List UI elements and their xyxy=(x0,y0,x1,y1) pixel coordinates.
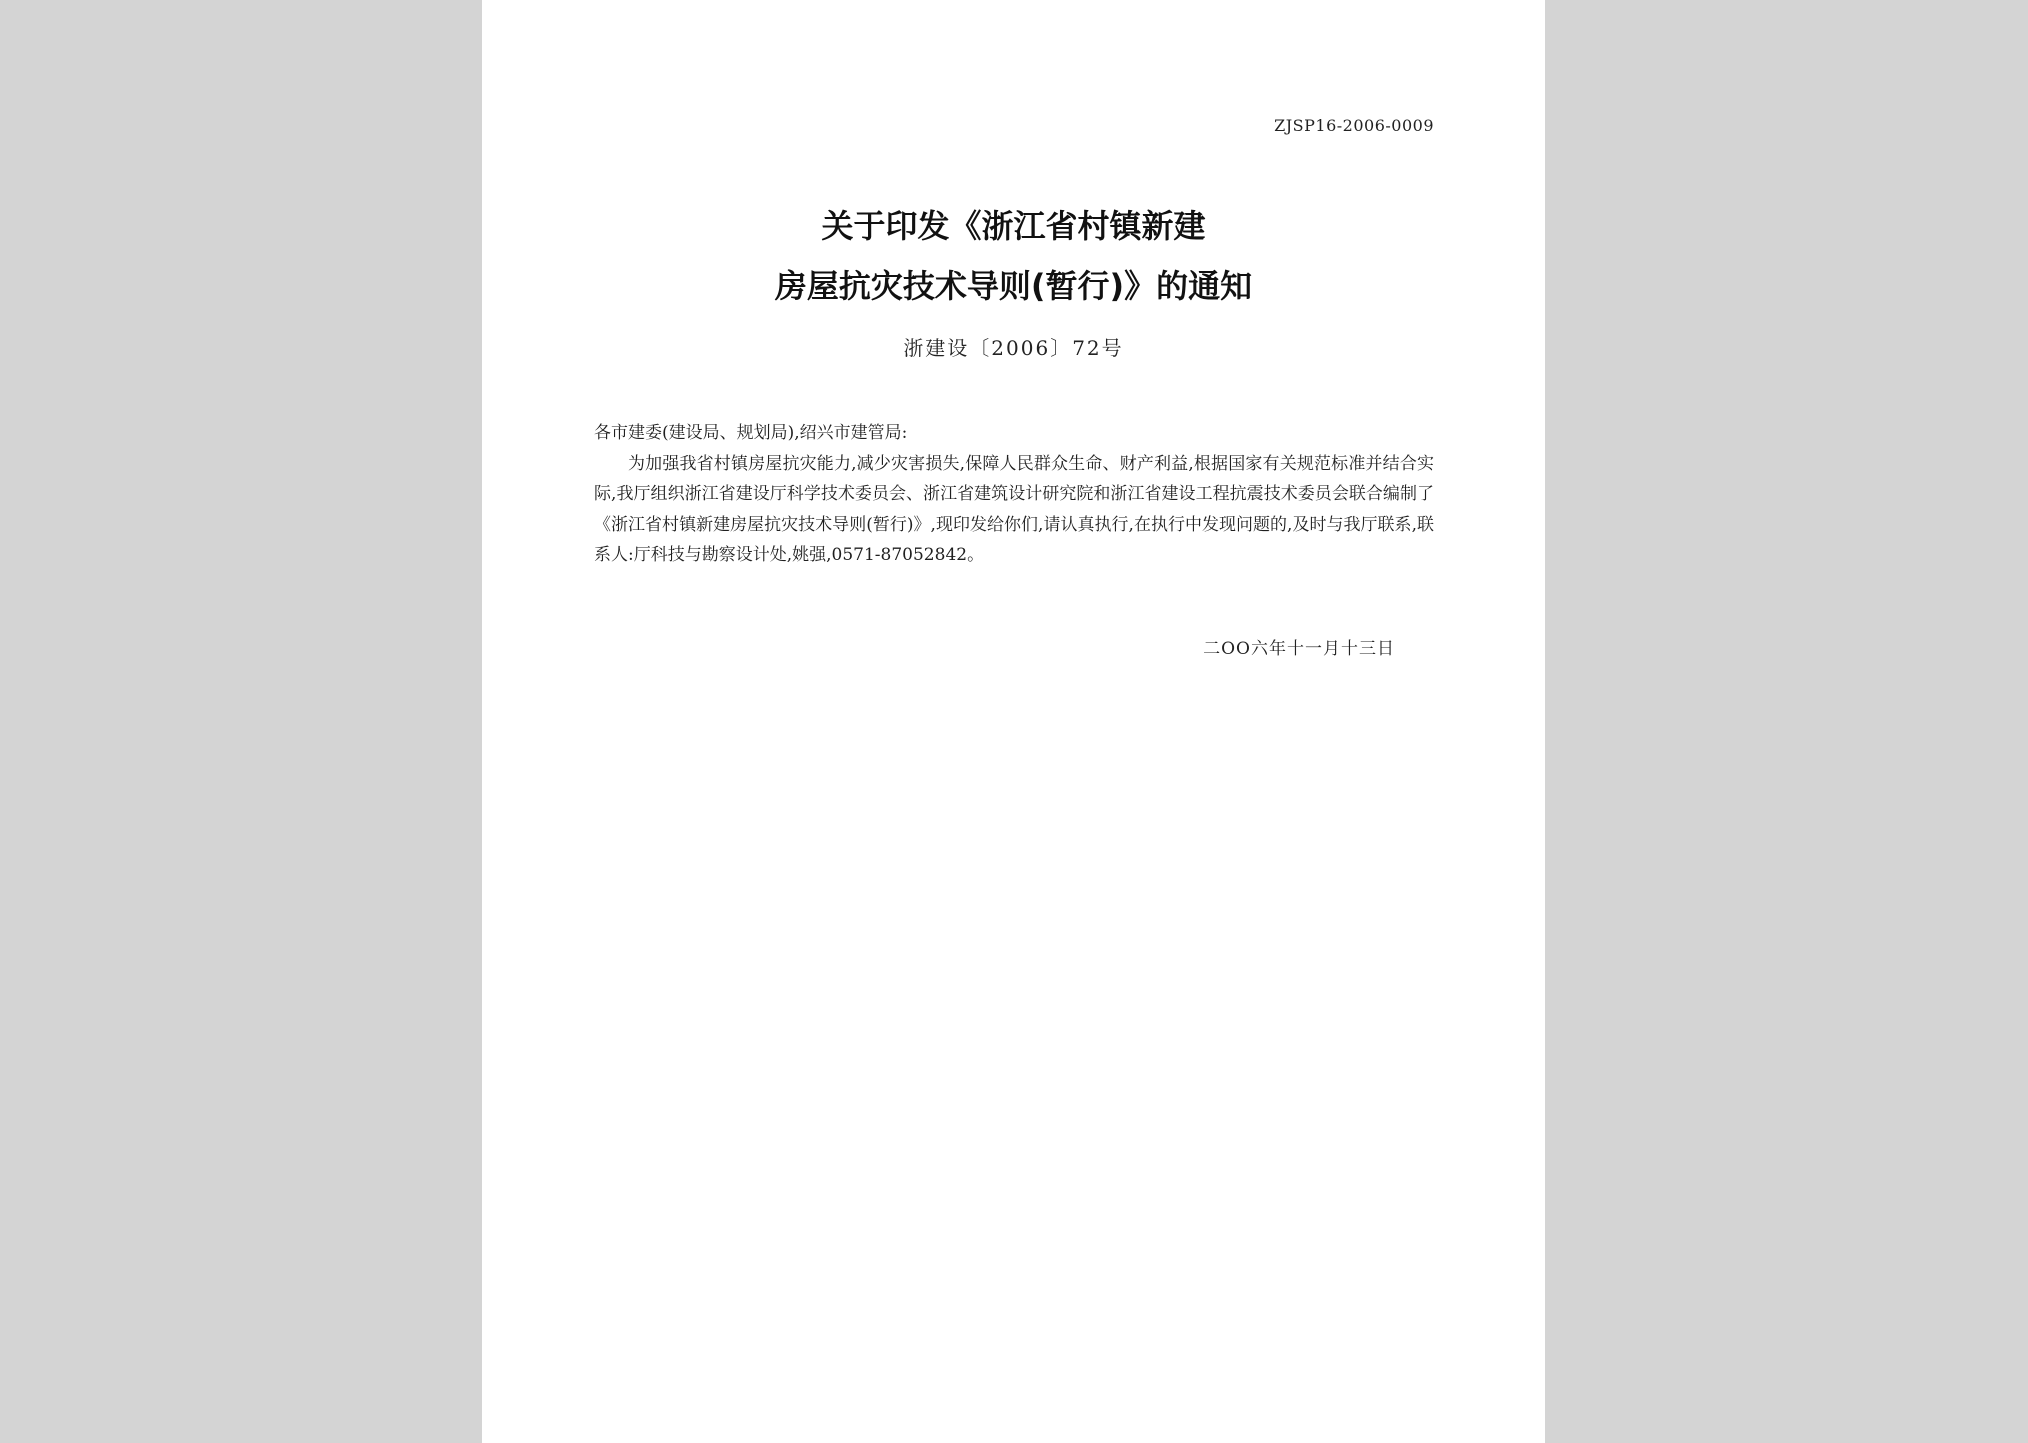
document-code: ZJSP16-2006-0009 xyxy=(1274,116,1434,135)
salutation: 各市建委(建设局、规划局),绍兴市建管局: xyxy=(594,423,908,443)
title-line-1: 关于印发《浙江省村镇新建 xyxy=(821,207,1206,245)
document-page xyxy=(482,0,1545,1443)
body-paragraph: 为加强我省村镇房屋抗灾能力,减少灾害损失,保障人民群众生命、财产利益,根据国家有关规范标准并结合实际,我厅组织浙江省建设厅科学技术委员会、浙江省建筑设计研究院和浙江省建设工程抗震技术委员会联合编制了《浙江省村镇新建房屋抗灾技术导则(暂行)》,现印发给你们,请认真执行,在执行中发现问题的,及时与我厅联系,联系人:厅科技与勘察设计处,姚强,0571-87052842。 xyxy=(594,453,1434,565)
document-body xyxy=(594,418,1434,571)
document-number: 浙建设〔2006〕72号 xyxy=(903,336,1124,360)
document-date: 二OO六年十一月十三日 xyxy=(1203,639,1395,659)
title-line-2: 房屋抗灾技术导则(暂行)》的通知 xyxy=(774,267,1253,305)
document-title xyxy=(482,196,1545,316)
